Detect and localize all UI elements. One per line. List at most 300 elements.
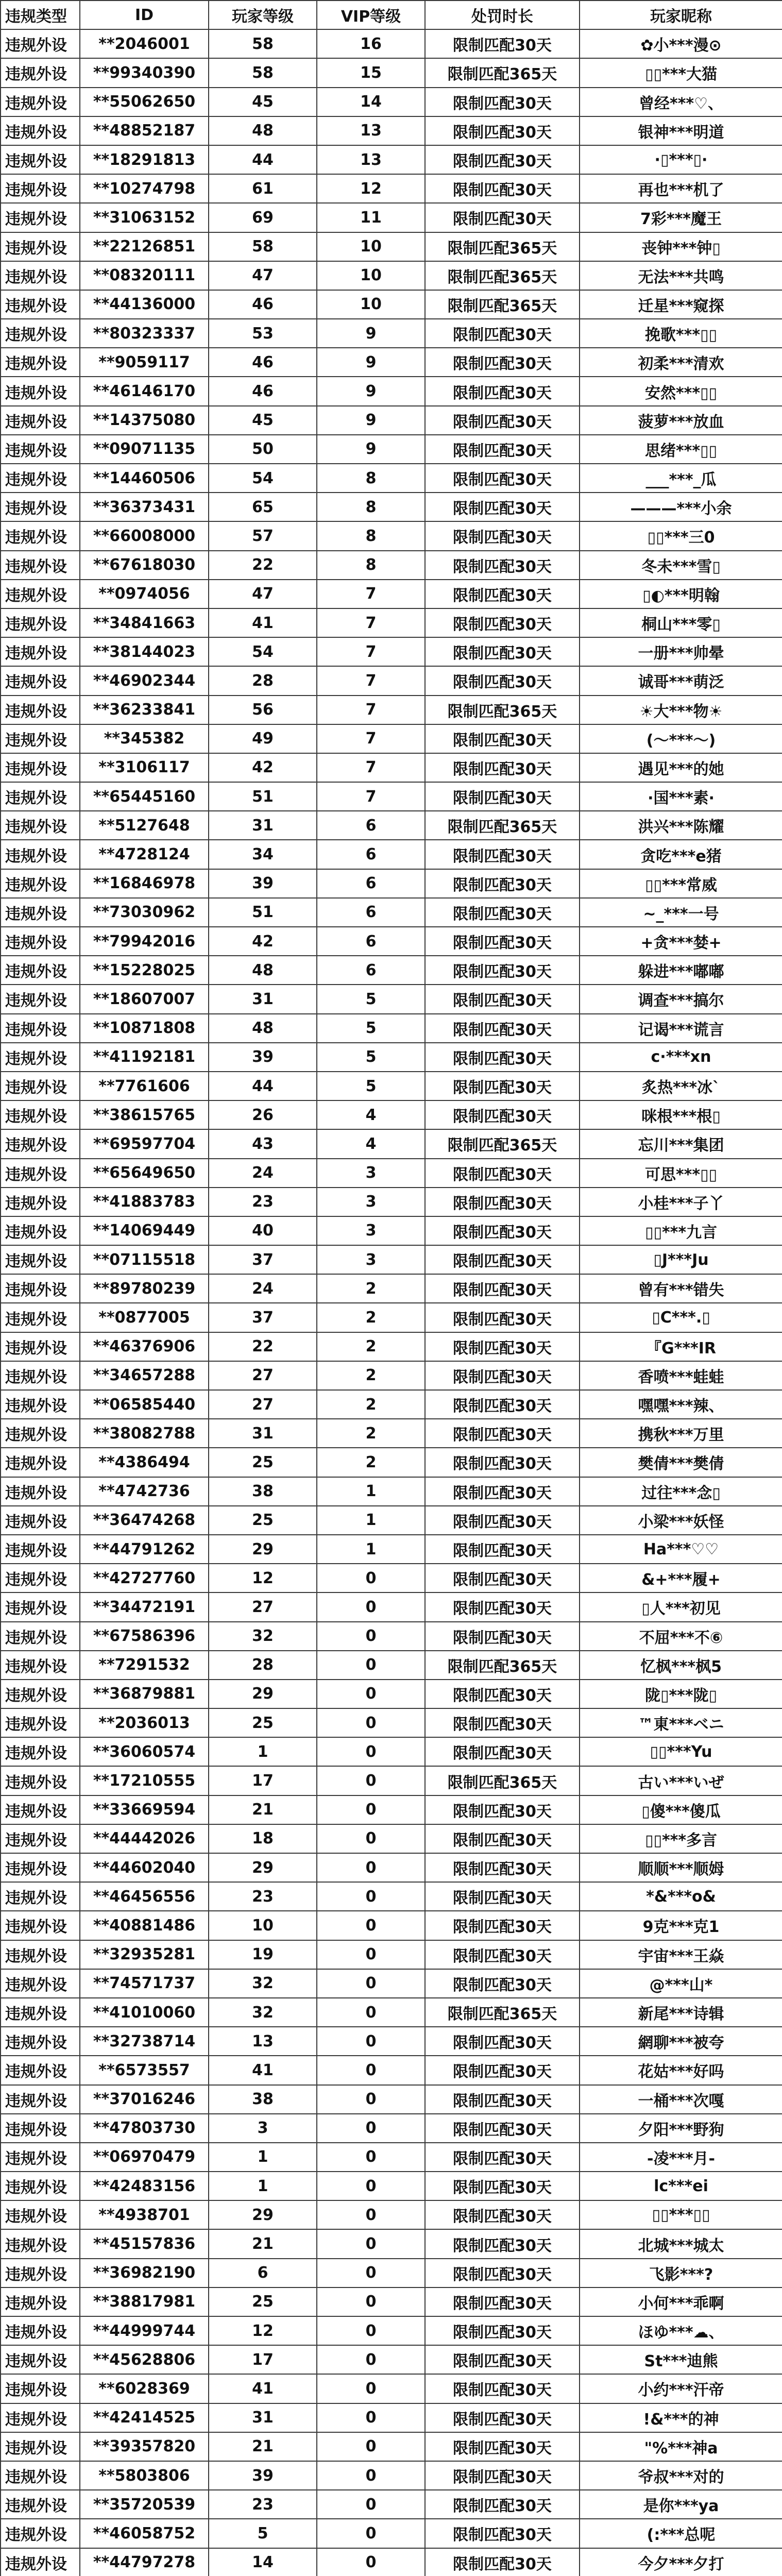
player-level-cell: 53 (209, 319, 317, 348)
player-level-cell: 43 (209, 1129, 317, 1158)
nickname-cell: ~_***一号 (580, 898, 782, 927)
nickname-cell: 躲进***嘟嘟 (580, 956, 782, 985)
table-row (1, 2229, 782, 2258)
violation-type-cell: 违规外设 (1, 2172, 80, 2200)
vip-level-cell: 0 (317, 2548, 425, 2576)
violation-type-cell: 违规外设 (1, 521, 80, 550)
id-cell: **32738714 (80, 2027, 209, 2056)
table-row (1, 1564, 782, 1592)
id-cell: **74571737 (80, 1969, 209, 1998)
id-cell: **44602040 (80, 1853, 209, 1882)
vip-level-cell: 0 (317, 2143, 425, 2172)
player-level-cell: 58 (209, 58, 317, 87)
table-row (1, 464, 782, 493)
penalty-duration-cell: 限制匹配30天 (425, 1245, 580, 1274)
header-vip-level: VIP等级 (317, 1, 425, 29)
player-level-cell: 41 (209, 608, 317, 637)
table-row (1, 2056, 782, 2084)
nickname-cell: (:***总呢 (580, 2519, 782, 2548)
vip-level-cell: 6 (317, 956, 425, 985)
header-violation-type: 违规类型 (1, 1, 80, 29)
player-level-cell: 21 (209, 2432, 317, 2461)
penalty-duration-cell: 限制匹配365天 (425, 232, 580, 261)
player-level-cell: 41 (209, 2056, 317, 2084)
nickname-cell: 嘿嘿***辣、 (580, 1390, 782, 1419)
nickname-cell: 安然***▯▯ (580, 377, 782, 405)
penalty-duration-cell: 限制匹配30天 (425, 753, 580, 782)
player-level-cell: 57 (209, 521, 317, 550)
penalty-duration-cell: 限制匹配30天 (425, 1680, 580, 1708)
nickname-cell: 是你***ya (580, 2490, 782, 2519)
vip-level-cell: 0 (317, 1766, 425, 1795)
violation-type-cell: 违规外设 (1, 1535, 80, 1564)
penalty-duration-cell: 限制匹配30天 (425, 608, 580, 637)
penalty-duration-cell: 限制匹配30天 (425, 1332, 580, 1361)
nickname-cell: 银神***明道 (580, 116, 782, 145)
player-level-cell: 49 (209, 724, 317, 753)
violation-type-cell: 违规外设 (1, 2316, 80, 2345)
id-cell: **08320111 (80, 261, 209, 290)
nickname-cell: 香喷***蛙蛙 (580, 1361, 782, 1390)
nickname-cell: 诚哥***萌泛 (580, 666, 782, 695)
player-level-cell: 1 (209, 1737, 317, 1766)
table-row (1, 1737, 782, 1766)
vip-level-cell: 0 (317, 1882, 425, 1911)
id-cell: **36373431 (80, 493, 209, 521)
player-level-cell: 1 (209, 2143, 317, 2172)
penalty-duration-cell: 限制匹配365天 (425, 261, 580, 290)
violation-type-cell: 违规外设 (1, 1419, 80, 1448)
player-level-cell: 44 (209, 1072, 317, 1100)
penalty-duration-cell: 限制匹配30天 (425, 1477, 580, 1506)
player-level-cell: 6 (209, 2259, 317, 2287)
penalty-duration-cell: 限制匹配365天 (425, 58, 580, 87)
id-cell: **14375080 (80, 406, 209, 435)
violation-type-cell: 违规外设 (1, 1448, 80, 1477)
player-level-cell: 51 (209, 782, 317, 811)
table-row (1, 1506, 782, 1535)
nickname-cell: ·国***素· (580, 782, 782, 811)
vip-level-cell: 7 (317, 608, 425, 637)
table-row (1, 29, 782, 58)
violation-type-cell: 违规外设 (1, 2200, 80, 2229)
player-level-cell: 48 (209, 1014, 317, 1043)
vip-level-cell: 1 (317, 1477, 425, 1506)
penalty-duration-cell: 限制匹配30天 (425, 956, 580, 985)
vip-level-cell: 9 (317, 406, 425, 435)
id-cell: **34472191 (80, 1592, 209, 1621)
vip-level-cell: 0 (317, 2287, 425, 2316)
nickname-cell: ▯▯***多言 (580, 1824, 782, 1853)
violation-type-cell: 违规外设 (1, 551, 80, 580)
penalty-duration-cell: 限制匹配30天 (425, 2461, 580, 2490)
table-row (1, 956, 782, 985)
nickname-cell: lc***ei (580, 2172, 782, 2200)
table-row (1, 1043, 782, 1072)
header-id: ID (80, 1, 209, 29)
violation-type-cell: 违规外设 (1, 637, 80, 666)
vip-level-cell: 13 (317, 145, 425, 174)
vip-level-cell: 0 (317, 2403, 425, 2432)
violation-type-cell: 违规外设 (1, 1274, 80, 1303)
table-row (1, 290, 782, 319)
vip-level-cell: 7 (317, 666, 425, 695)
table-row (1, 435, 782, 464)
vip-level-cell: 6 (317, 869, 425, 898)
violation-type-cell: 违规外设 (1, 1998, 80, 2027)
penalty-duration-cell: 限制匹配30天 (425, 1072, 580, 1100)
penalty-duration-cell: 限制匹配30天 (425, 521, 580, 550)
violation-type-cell: 违规外设 (1, 1969, 80, 1998)
vip-level-cell: 5 (317, 1043, 425, 1072)
table-row (1, 1072, 782, 1100)
penalty-duration-cell: 限制匹配30天 (425, 1535, 580, 1564)
id-cell: **44791262 (80, 1535, 209, 1564)
violation-type-cell: 违规外设 (1, 58, 80, 87)
vip-level-cell: 10 (317, 290, 425, 319)
player-level-cell: 21 (209, 2229, 317, 2258)
violation-type-cell: 违规外设 (1, 203, 80, 232)
nickname-cell: ·▯***▯· (580, 145, 782, 174)
id-cell: **46376906 (80, 1332, 209, 1361)
nickname-cell: St***迪熊 (580, 2345, 782, 2374)
vip-level-cell: 11 (317, 203, 425, 232)
id-cell: **18607007 (80, 985, 209, 1013)
table-row (1, 319, 782, 348)
id-cell: **48852187 (80, 116, 209, 145)
violation-type-cell: 违规外设 (1, 1390, 80, 1419)
player-level-cell: 39 (209, 869, 317, 898)
player-level-cell: 25 (209, 1708, 317, 1737)
vip-level-cell: 6 (317, 927, 425, 956)
table-row (1, 2172, 782, 2200)
id-cell: **44797278 (80, 2548, 209, 2576)
id-cell: **10274798 (80, 174, 209, 203)
table-row (1, 88, 782, 116)
vip-level-cell: 0 (317, 2056, 425, 2084)
id-cell: **17210555 (80, 1766, 209, 1795)
vip-level-cell: 10 (317, 232, 425, 261)
table-row (1, 2403, 782, 2432)
penalty-duration-cell: 限制匹配30天 (425, 406, 580, 435)
vip-level-cell: 2 (317, 1332, 425, 1361)
id-cell: **6573557 (80, 2056, 209, 2084)
nickname-cell: (～***～) (580, 724, 782, 753)
penalty-duration-cell: 限制匹配30天 (425, 1390, 580, 1419)
table-row (1, 1766, 782, 1795)
violation-type-cell: 违规外设 (1, 1129, 80, 1158)
id-cell: **4938701 (80, 2200, 209, 2229)
player-level-cell: 31 (209, 811, 317, 840)
table-row (1, 927, 782, 956)
table-row (1, 1245, 782, 1274)
violation-type-cell: 违规外设 (1, 2490, 80, 2519)
vip-level-cell: 6 (317, 811, 425, 840)
penalty-duration-cell: 限制匹配30天 (425, 2200, 580, 2229)
id-cell: **34657288 (80, 1361, 209, 1390)
violation-type-cell: 违规外设 (1, 290, 80, 319)
nickname-cell: +贪***婪+ (580, 927, 782, 956)
id-cell: **46146170 (80, 377, 209, 405)
player-level-cell: 24 (209, 1274, 317, 1303)
nickname-cell: 北城***城太 (580, 2229, 782, 2258)
penalty-duration-cell: 限制匹配30天 (425, 898, 580, 927)
violation-type-cell: 违规外设 (1, 782, 80, 811)
violation-type-cell: 违规外设 (1, 2287, 80, 2316)
penalty-duration-cell: 限制匹配30天 (425, 348, 580, 377)
penalty-duration-cell: 限制匹配30天 (425, 464, 580, 493)
id-cell: **36060574 (80, 1737, 209, 1766)
violation-type-cell: 违规外设 (1, 1708, 80, 1737)
nickname-cell: 樊倩***樊倩 (580, 1448, 782, 1477)
penalty-duration-cell: 限制匹配30天 (425, 319, 580, 348)
violation-type-cell: 违规外设 (1, 464, 80, 493)
id-cell: **41883783 (80, 1188, 209, 1216)
nickname-cell: 7彩***魔王 (580, 203, 782, 232)
header-row (1, 1, 782, 29)
nickname-cell: 思绪***▯▯ (580, 435, 782, 464)
table-row (1, 1274, 782, 1303)
id-cell: **38144023 (80, 637, 209, 666)
table-row (1, 1795, 782, 1824)
id-cell: **45157836 (80, 2229, 209, 2258)
vip-level-cell: 0 (317, 1853, 425, 1882)
table-row (1, 2519, 782, 2548)
vip-level-cell: 3 (317, 1245, 425, 1274)
penalty-duration-cell: 限制匹配30天 (425, 840, 580, 869)
table-row (1, 580, 782, 608)
id-cell: **07115518 (80, 1245, 209, 1274)
penalty-duration-cell: 限制匹配30天 (425, 637, 580, 666)
player-level-cell: 39 (209, 2461, 317, 2490)
nickname-cell: !&***的神 (580, 2403, 782, 2432)
violation-type-cell: 违规外设 (1, 1361, 80, 1390)
violation-type-cell: 违规外设 (1, 2432, 80, 2461)
id-cell: **4386494 (80, 1448, 209, 1477)
violation-type-cell: 违规外设 (1, 666, 80, 695)
vip-level-cell: 7 (317, 580, 425, 608)
id-cell: **35720539 (80, 2490, 209, 2519)
id-cell: **36879881 (80, 1680, 209, 1708)
violation-type-cell: 违规外设 (1, 1651, 80, 1680)
nickname-cell: ▯C***.▯ (580, 1303, 782, 1332)
id-cell: **40881486 (80, 1911, 209, 1940)
player-level-cell: 47 (209, 261, 317, 290)
id-cell: **37016246 (80, 2085, 209, 2114)
penalty-duration-cell: 限制匹配30天 (425, 145, 580, 174)
table-row (1, 666, 782, 695)
table-row (1, 782, 782, 811)
nickname-cell: 今夕***夕打 (580, 2548, 782, 2576)
vip-level-cell: 7 (317, 782, 425, 811)
vip-level-cell: 2 (317, 1448, 425, 1477)
vip-level-cell: 0 (317, 1911, 425, 1940)
table-row (1, 116, 782, 145)
penalty-duration-cell: 限制匹配30天 (425, 377, 580, 405)
penalty-duration-cell: 限制匹配30天 (425, 174, 580, 203)
nickname-cell: 桐山***零▯ (580, 608, 782, 637)
vip-level-cell: 2 (317, 1390, 425, 1419)
nickname-cell: 携秋***万里 (580, 1419, 782, 1448)
nickname-cell: 一桶***次嘎 (580, 2085, 782, 2114)
nickname-cell: 飞影***? (580, 2259, 782, 2287)
violation-type-cell: 违规外设 (1, 985, 80, 1013)
nickname-cell: 一册***帅晕 (580, 637, 782, 666)
player-level-cell: 27 (209, 1361, 317, 1390)
nickname-cell: 陇▯***陇▯ (580, 1680, 782, 1708)
player-level-cell: 46 (209, 377, 317, 405)
nickname-cell: 古い***いぜ (580, 1766, 782, 1795)
vip-level-cell: 0 (317, 1708, 425, 1737)
table-row (1, 348, 782, 377)
nickname-cell: 小约***汗帝 (580, 2374, 782, 2403)
id-cell: **46902344 (80, 666, 209, 695)
id-cell: **41010060 (80, 1998, 209, 2027)
player-level-cell: 28 (209, 666, 317, 695)
table-row (1, 1535, 782, 1564)
penalty-duration-cell: 限制匹配30天 (425, 493, 580, 521)
table-row (1, 1853, 782, 1882)
table-row (1, 1303, 782, 1332)
player-level-cell: 48 (209, 956, 317, 985)
id-cell: **67586396 (80, 1622, 209, 1651)
player-level-cell: 23 (209, 2490, 317, 2519)
violation-type-cell: 违规外设 (1, 116, 80, 145)
table-row (1, 1477, 782, 1506)
player-level-cell: 31 (209, 985, 317, 1013)
nickname-cell: 爷叔***对的 (580, 2461, 782, 2490)
table-row (1, 2143, 782, 2172)
violation-type-cell: 违规外设 (1, 956, 80, 985)
vip-level-cell: 8 (317, 493, 425, 521)
vip-level-cell: 0 (317, 2114, 425, 2143)
table-row (1, 1911, 782, 1940)
table-row (1, 2027, 782, 2056)
penalty-duration-cell: 限制匹配30天 (425, 1361, 580, 1390)
violation-type-cell: 违规外设 (1, 1766, 80, 1795)
violation-type-cell: 违规外设 (1, 1824, 80, 1853)
table-row (1, 1824, 782, 1853)
penalty-duration-cell: 限制匹配30天 (425, 2085, 580, 2114)
penalty-duration-cell: 限制匹配30天 (425, 1159, 580, 1188)
penalty-duration-cell: 限制匹配30天 (425, 1622, 580, 1651)
nickname-cell: 炙热***冰` (580, 1072, 782, 1100)
player-level-cell: 54 (209, 464, 317, 493)
vip-level-cell: 2 (317, 1303, 425, 1332)
nickname-cell: 宇宙***王焱 (580, 1940, 782, 1969)
player-level-cell: 21 (209, 1795, 317, 1824)
id-cell: **38082788 (80, 1419, 209, 1448)
table-row (1, 2316, 782, 2345)
id-cell: **42414525 (80, 2403, 209, 2432)
violation-type-cell: 违规外设 (1, 348, 80, 377)
nickname-cell: ———***小余 (580, 493, 782, 521)
violation-type-cell: 违规外设 (1, 1680, 80, 1708)
violation-type-cell: 违规外设 (1, 1564, 80, 1592)
nickname-cell: @***山* (580, 1969, 782, 1998)
penalty-duration-cell: 限制匹配30天 (425, 1911, 580, 1940)
penalty-duration-cell: 限制匹配30天 (425, 2114, 580, 2143)
table-row (1, 2259, 782, 2287)
violation-type-cell: 违规外设 (1, 2027, 80, 2056)
player-level-cell: 38 (209, 1477, 317, 1506)
violation-type-cell: 违规外设 (1, 1188, 80, 1216)
id-cell: **0974056 (80, 580, 209, 608)
vip-level-cell: 3 (317, 1216, 425, 1245)
penalty-duration-cell: 限制匹配30天 (425, 666, 580, 695)
table-row (1, 1129, 782, 1158)
table-row (1, 2345, 782, 2374)
penalty-duration-cell: 限制匹配30天 (425, 1419, 580, 1448)
nickname-cell: ▯傻***傻瓜 (580, 1795, 782, 1824)
id-cell: **34841663 (80, 608, 209, 637)
id-cell: **7291532 (80, 1651, 209, 1680)
table-row (1, 1014, 782, 1043)
table-row (1, 840, 782, 869)
nickname-cell: -凌***月- (580, 2143, 782, 2172)
id-cell: **42483156 (80, 2172, 209, 2200)
player-level-cell: 5 (209, 2519, 317, 2548)
id-cell: **14069449 (80, 1216, 209, 1245)
penalty-duration-cell: 限制匹配30天 (425, 2403, 580, 2432)
id-cell: **39357820 (80, 2432, 209, 2461)
player-level-cell: 32 (209, 1969, 317, 1998)
player-level-cell: 23 (209, 1882, 317, 1911)
id-cell: **36982190 (80, 2259, 209, 2287)
player-level-cell: 34 (209, 840, 317, 869)
table-row (1, 1622, 782, 1651)
nickname-cell: ___***_瓜 (580, 464, 782, 493)
table-row (1, 696, 782, 724)
table-row (1, 377, 782, 405)
vip-level-cell: 16 (317, 29, 425, 58)
table-row (1, 2287, 782, 2316)
vip-level-cell: 9 (317, 435, 425, 464)
id-cell: **44136000 (80, 290, 209, 319)
nickname-cell: ほゆ***☁、 (580, 2316, 782, 2345)
vip-level-cell: 4 (317, 1100, 425, 1129)
vip-level-cell: 8 (317, 464, 425, 493)
penalty-duration-cell: 限制匹配30天 (425, 2027, 580, 2056)
table-row (1, 58, 782, 87)
nickname-cell: ▯J***Ju (580, 1245, 782, 1274)
vip-level-cell: 0 (317, 2490, 425, 2519)
vip-level-cell: 0 (317, 2345, 425, 2374)
player-level-cell: 56 (209, 696, 317, 724)
nickname-cell: 不屈***不⑥ (580, 1622, 782, 1651)
player-level-cell: 1 (209, 2172, 317, 2200)
vip-level-cell: 8 (317, 551, 425, 580)
header-player-level: 玩家等级 (209, 1, 317, 29)
nickname-cell: 冬未***雪▯ (580, 551, 782, 580)
vip-level-cell: 8 (317, 521, 425, 550)
penalty-duration-cell: 限制匹配365天 (425, 696, 580, 724)
nickname-cell: Ha***♡♡ (580, 1535, 782, 1564)
violation-type-cell: 违规外设 (1, 2229, 80, 2258)
player-level-cell: 29 (209, 1853, 317, 1882)
nickname-cell: ▯▯***▯▯ (580, 2200, 782, 2229)
nickname-cell: 小何***乖啊 (580, 2287, 782, 2316)
violation-type-cell: 违规外设 (1, 232, 80, 261)
table-row (1, 1332, 782, 1361)
nickname-cell: 记谒***谎言 (580, 1014, 782, 1043)
vip-level-cell: 0 (317, 2461, 425, 2490)
nickname-cell: 过往***念▯ (580, 1477, 782, 1506)
player-level-cell: 50 (209, 435, 317, 464)
violation-type-cell: 违规外设 (1, 1940, 80, 1969)
vip-level-cell: 0 (317, 2432, 425, 2461)
id-cell: **09071135 (80, 435, 209, 464)
